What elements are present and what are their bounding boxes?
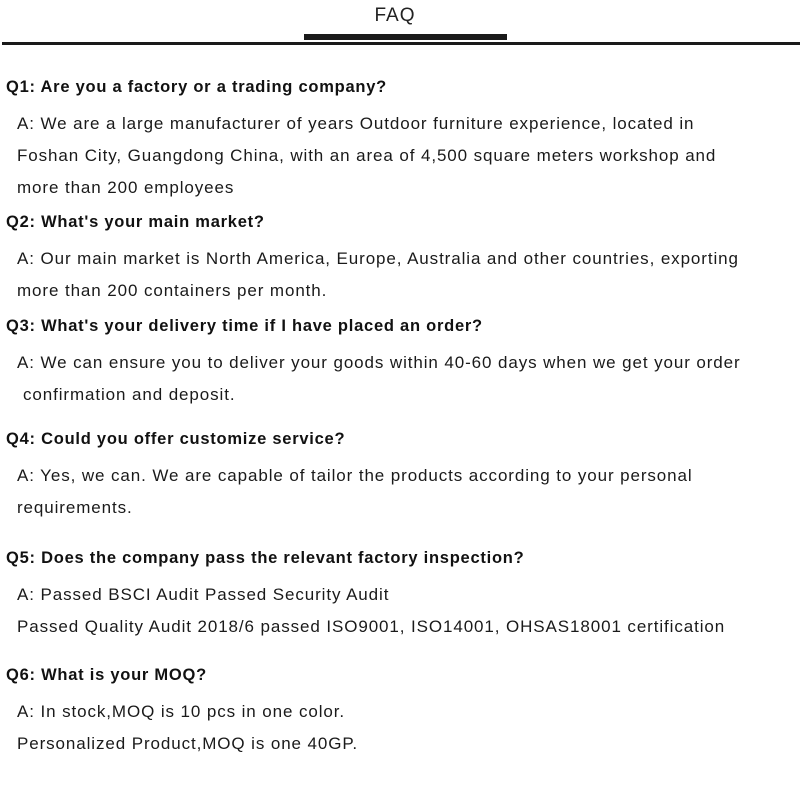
faq-question-6: Q6: What is your MOQ? [6,666,207,684]
page-title: FAQ [374,5,416,26]
faq-answer-1-line-2: Foshan City, Guangdong China, with an area of 4,500 square meters workshop and [17,146,717,165]
faq-answer-3-line-1: A: We can ensure you to deliver your goods within 40-60 days when we get your order [17,353,741,372]
faq-answer-5-line-1: A: Passed BSCI Audit Passed Security Audit [17,585,390,604]
faq-answer-2-line-1: A: Our main market is North America, Europe, Australia and other countries, exporting [17,249,739,268]
faq-question-2: Q2: What's your main market? [6,213,265,231]
faq-answer-4-line-1: A: Yes, we can. We are capable of tailor the products according to your personal [17,466,693,485]
faq-answer-6-line-1: A: In stock,MOQ is 10 pcs in one color. [17,702,346,721]
faq-question-3: Q3: What's your delivery time if I have placed an order? [6,317,483,335]
faq-question-1: Q1: Are you a factory or a trading company? [6,78,387,96]
faq-answer-3-line-2: confirmation and deposit. [23,385,236,404]
faq-answer-4-line-2: requirements. [17,498,133,517]
header-divider [2,42,800,45]
faq-answer-1-line-1: A: We are a large manufacturer of years Outdoor furniture experience, located in [17,114,695,133]
faq-question-5: Q5: Does the company pass the relevant factory inspection? [6,549,525,567]
faq-answer-5-line-2: Passed Quality Audit 2018/6 passed ISO9001, ISO14001, OHSAS18001 certification [17,617,726,636]
faq-answer-6-line-2: Personalized Product,MOQ is one 40GP. [17,734,359,753]
faq-question-4: Q4: Could you offer customize service? [6,430,346,448]
faq-answer-2-line-2: more than 200 containers per month. [17,281,328,300]
faq-answer-1-line-3: more than 200 employees [17,178,235,197]
title-underline-accent [304,34,507,40]
